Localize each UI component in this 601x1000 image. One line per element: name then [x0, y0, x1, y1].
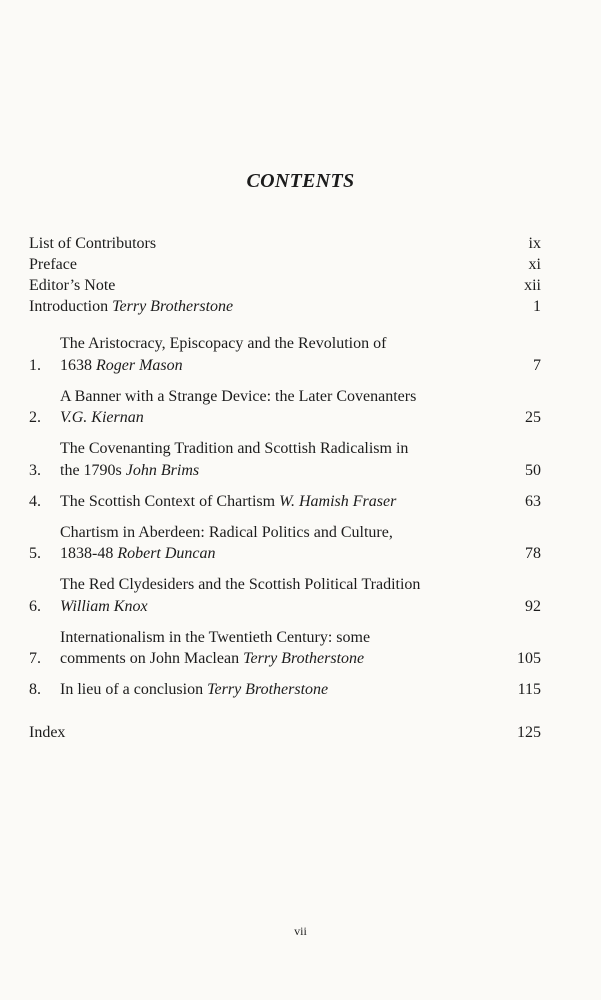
entry-label: Preface [29, 256, 77, 273]
chapter-page: 25 [525, 409, 541, 426]
chapter-entry [29, 522, 541, 565]
chapter-list [29, 333, 541, 710]
chapter-title: The Red Clydesiders and the Scottish Political Tradition [60, 576, 421, 593]
chapter-number: 2. [29, 409, 41, 426]
chapter-author: W. Hamish Fraser [279, 492, 397, 510]
chapter-number: 7. [29, 650, 41, 667]
chapter-title-cont: 1838-48 [60, 545, 114, 562]
chapter-entry [29, 333, 541, 376]
entry-page: 1 [533, 298, 541, 315]
entry-page: xii [524, 277, 541, 294]
chapter-number: 4. [29, 492, 41, 510]
chapter-entry [29, 679, 541, 701]
index-page: 125 [517, 724, 541, 741]
chapter-entry [29, 438, 541, 481]
chapter-number: 3. [29, 461, 41, 479]
chapter-author: Roger Mason [96, 356, 183, 374]
index-label: Index [29, 724, 66, 741]
chapter-entry [29, 386, 541, 429]
chapter-number: 8. [29, 681, 41, 698]
chapter-page: 78 [525, 545, 541, 562]
chapter-title: Internationalism in the Twentieth Century: some [60, 628, 371, 646]
chapter-number: 1. [29, 356, 41, 374]
chapter-author: Terry Brotherstone [243, 650, 365, 667]
toc-entry [29, 296, 541, 317]
chapter-title: In lieu of a conclusion [60, 681, 204, 698]
toc-entry [29, 254, 541, 275]
chapter-title: The Covenanting Tradition and Scottish Radicalism in [60, 440, 409, 457]
chapter-page: 115 [517, 681, 541, 698]
chapter-page: 105 [517, 650, 541, 667]
entry-label: List of Contributors [29, 235, 157, 252]
entry-page: xi [528, 256, 541, 273]
entry-label: Introduction [29, 298, 109, 315]
chapter-title: The Aristocracy, Episcopacy and the Revolution of [60, 335, 387, 352]
chapter-author: John Brims [125, 461, 200, 479]
chapter-page: 7 [533, 356, 541, 374]
page-title: CONTENTS [246, 170, 355, 192]
chapter-page: 63 [525, 492, 541, 510]
chapter-entry [29, 627, 541, 670]
chapter-title: A Banner with a Strange Device: the Later Covenanters [60, 387, 417, 405]
chapter-number: 6. [29, 597, 41, 615]
chapter-title-cont: the 1790s [60, 461, 122, 479]
front-matter-list [29, 233, 541, 317]
chapter-title: The Scottish Context of Chartism [60, 492, 276, 510]
chapter-title-cont: 1638 [60, 356, 92, 374]
page-number: vii [294, 924, 307, 938]
chapter-author: Robert Duncan [117, 545, 216, 562]
entry-label: Editor’s Note [29, 277, 116, 294]
chapter-title: Chartism in Aberdeen: Radical Politics and Culture, [60, 523, 393, 541]
chapter-page: 50 [525, 461, 541, 479]
chapter-title-cont: comments on John Maclean [60, 650, 240, 667]
chapter-author: Terry Brotherstone [207, 681, 329, 698]
index-entry [29, 722, 541, 743]
toc-entry [29, 233, 541, 254]
chapter-author: V.G. Kiernan [60, 409, 144, 426]
chapter-page: 92 [525, 597, 541, 615]
chapter-author: William Knox [60, 597, 148, 615]
entry-page: ix [528, 235, 541, 252]
chapter-entry [29, 574, 541, 617]
chapter-entry [29, 491, 541, 513]
toc-entry [29, 275, 541, 296]
entry-author: Terry Brotherstone [112, 298, 234, 315]
chapter-number: 5. [29, 545, 41, 562]
